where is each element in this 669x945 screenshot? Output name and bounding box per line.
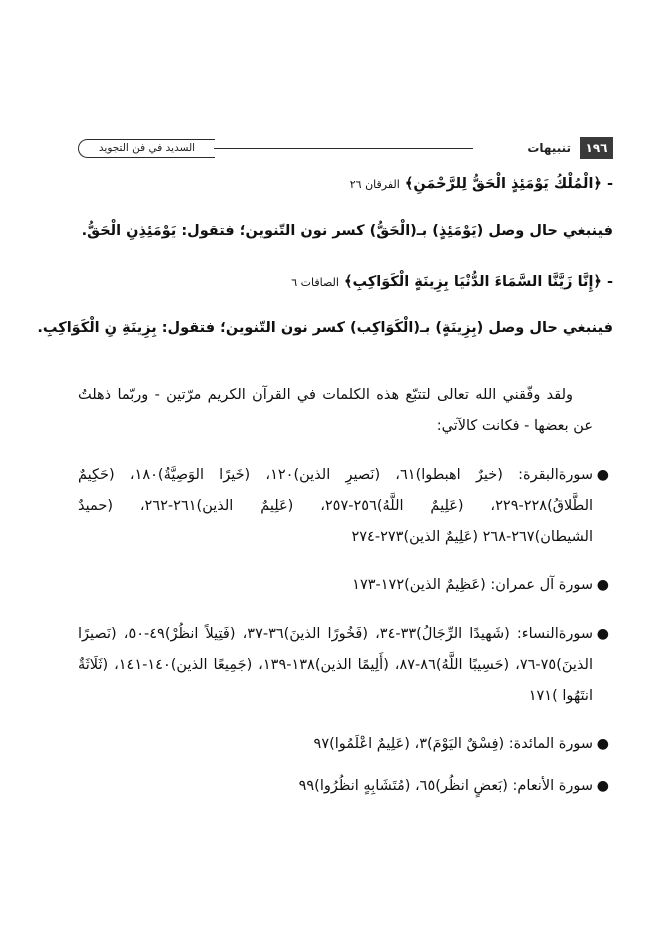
surah-reference: الفرقان ٢٦ xyxy=(349,178,400,191)
bullet-icon: ● xyxy=(596,467,609,483)
list-item-aal-imran xyxy=(78,570,609,601)
list-item-baqarah xyxy=(78,460,609,553)
verse-text: - ﴿إِنَّا زَيَّنَّا السَّمَاءَ الدُّنْيَا بِزِينَةٍ الْكَوَاكِبِ﴾ xyxy=(344,274,613,290)
verse-text: - ﴿الْمُلْكُ يَوْمَئِذٍ الْحَقُّ لِلرَّحْمَنِ﴾ xyxy=(404,176,613,192)
example-note-2: فينبغي حال وصل (بِزِينَةٍ) بـ(الْكَوَاكِب) كسر نون التّنوين؛ فتقول: بِزِينَةِ نِ الْكَوَاكِبِ. xyxy=(37,320,613,336)
header-rule xyxy=(214,148,473,149)
list-item-text: سورة آل عمران: (عَظِيمٌ الذين)١٧٢-١٧٣ xyxy=(352,577,593,593)
list-item-text: سورة المائدة: (فِسْقٌ اليَوْمَ)٣، (عَلِيمٌ اعْلَمُوا)٩٧ xyxy=(313,736,593,752)
list-item-text: سورةالنساء: (شَهيدًا الرِّجَالُ)٣٣-٣٤، (فَخُورًا الذينَ)٣٦-٣٧، (فَتِيلاً انظُرْ)٤٩-٥٠، (نَصيرًا الذينَ)٧٥-٧٦، (حَسِيبًا اللَّهُ)٨٦-٨٧، (أَلِيمًا الذين)١٣٨-١٣٩، (جَمِيعًا الذين)١٤٠-١٤١، (ثَلَاثَةٌ انتَهُوا )١٧١ xyxy=(78,626,593,704)
surah-reference: الصافات ٦ xyxy=(291,276,339,289)
bullet-icon: ● xyxy=(596,778,609,794)
example-verse-2 xyxy=(291,274,613,290)
list-item-text: سورةالبقرة: (خيرٌ اهبطوا)٦١، (نَصيرِ الذين)١٢٠، (خَيرًا الوَصِيَّةُ)١٨٠، (حَكِيمٌ الطَّلاقُ)٢٢٨-٢٢٩، (عَلِيمٌ اللَّهُ)٢٥٦-٢٥٧، (عَلِيمٌ الذين)٢٦١-٢٦٢، (حميدٌ الشيطان)٢٦٧-٢٦٨ (عَلِيمٌ الذين)٢٧٣-٢٧٤ xyxy=(78,467,594,545)
bullet-icon: ● xyxy=(596,736,609,752)
page-header xyxy=(78,137,613,159)
bullet-icon: ● xyxy=(596,577,609,593)
intro-paragraph: ولقد وفّقني الله تعالى لتتبّع هذه الكلمات في القرآن الكريم مرّتين - وربّما ذهلتُ عن بعضها - فكانت كالآتي: xyxy=(78,387,593,434)
list-item-anam xyxy=(78,771,609,802)
list-item-nisa xyxy=(78,619,609,712)
list-item-maidah xyxy=(78,729,609,760)
example-note-1: فينبغي حال وصل (يَوْمَئِذٍ) بـ(الْحَقُّ) كسر نون التّنوين؛ فتقول: يَوْمَئِذِنِ الْحَقُّ. xyxy=(81,223,613,239)
example-verse-1 xyxy=(350,176,613,192)
list-item-text: سورة الأنعام: (بَعضٍ انظُر)٦٥، (مُتَشَابِهٍ انظُرُوا)٩٩ xyxy=(298,778,593,794)
chapter-title: تنبيهات xyxy=(527,141,571,155)
page-number: ١٩٦ xyxy=(580,137,613,159)
bullet-icon: ● xyxy=(596,626,609,642)
book-title: السديد في فن التجويد xyxy=(78,139,215,158)
